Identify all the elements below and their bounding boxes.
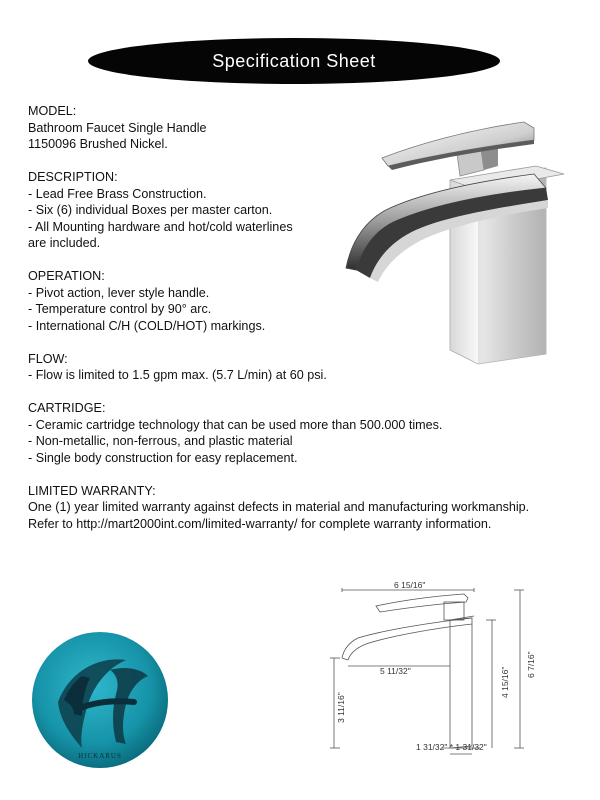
spec-line: One (1) year limited warranty against defects in material and manufacturing workmanship. — [28, 500, 530, 514]
dim-body-height-label: 4 15/16" — [500, 666, 510, 698]
spec-line: Bathroom Faucet Single Handle — [28, 120, 207, 135]
page-title: Specification Sheet — [212, 50, 376, 71]
spec-line: are included. — [28, 236, 101, 250]
title-banner — [88, 38, 500, 84]
spec-line: - Temperature control by 90° arc. — [28, 302, 212, 316]
spec-line: - Ceramic cartridge technology that can be used more than 500.000 times. — [28, 417, 443, 432]
section-title: MODEL: — [28, 104, 77, 118]
dim-width-label: 6 15/16" — [394, 580, 426, 590]
spec-line: - Lead Free Brass Construction. — [28, 186, 207, 201]
spec-line: - International C/H (COLD/HOT) markings. — [28, 318, 266, 333]
section-title: CARTRIDGE: — [28, 401, 106, 415]
dimension-drawing — [324, 578, 544, 758]
spec-line: - Single body construction for easy replacement. — [28, 450, 298, 465]
section-warranty — [28, 483, 573, 533]
spec-line: - Six (6) individual Boxes per master carton. — [28, 203, 273, 217]
section-title: DESCRIPTION: — [28, 170, 118, 184]
spec-line: Refer to http://mart2000int.com/limited-warranty/ for complete warranty information. — [28, 516, 492, 531]
spec-line: 1150096 Brushed Nickel. — [28, 137, 168, 151]
spec-line: - All Mounting hardware and hot/cold waterlines — [28, 219, 293, 234]
logo-text: HICKARUS — [78, 752, 122, 760]
spec-line: - Non-metallic, non-ferrous, and plastic material — [28, 434, 293, 448]
dim-total-height-label: 6 7/16" — [526, 651, 536, 678]
section-title: FLOW: — [28, 351, 68, 366]
dim-base-label: 1 31/32" * 1 31/32" — [416, 742, 487, 752]
section-title: LIMITED WARRANTY: — [28, 483, 156, 498]
spec-line: - Flow is limited to 1.5 gpm max. (5.7 L/min) at 60 psi. — [28, 368, 327, 382]
spec-line: - Pivot action, lever style handle. — [28, 285, 210, 300]
section-title: OPERATION: — [28, 269, 105, 283]
dim-base-height-label: 3 11/16" — [336, 692, 346, 723]
brand-logo — [30, 630, 170, 770]
faucet-photo — [338, 118, 570, 368]
dim-spout-label: 5 11/32" — [380, 666, 411, 676]
section-cartridge — [28, 400, 573, 466]
